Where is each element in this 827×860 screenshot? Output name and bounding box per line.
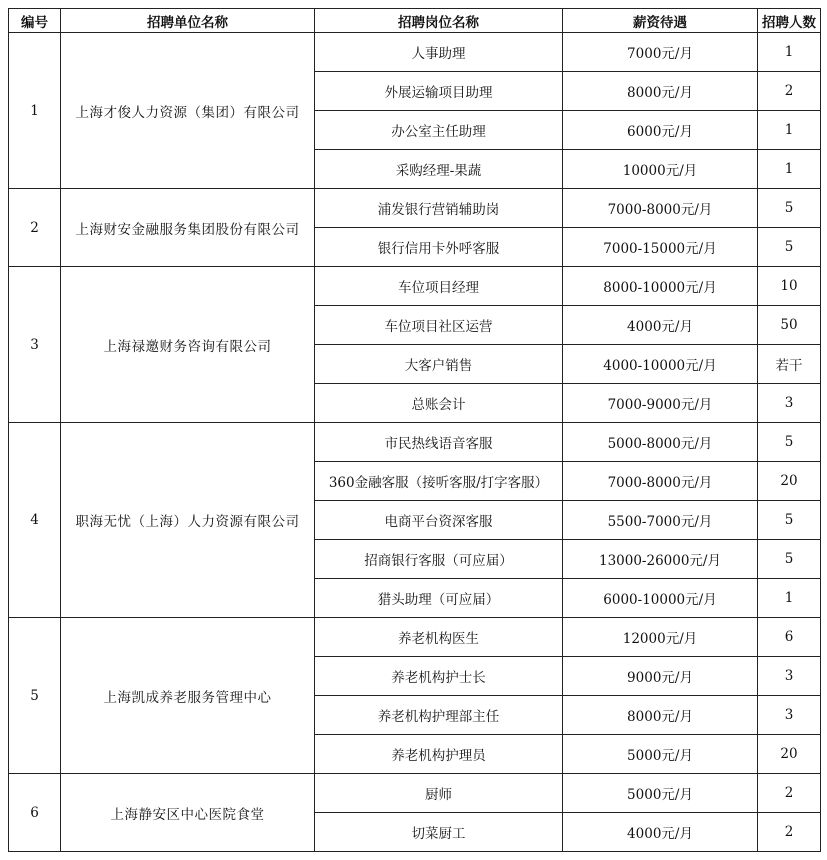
job-position: 总账会计 — [315, 384, 563, 423]
job-salary: 7000-8000元/月 — [563, 462, 758, 501]
table-row — [9, 618, 821, 657]
header-company: 招聘单位名称 — [61, 9, 315, 33]
company-number: 6 — [9, 774, 61, 852]
job-position: 车位项目经理 — [315, 267, 563, 306]
job-count: 3 — [758, 696, 821, 735]
job-salary: 4000元/月 — [563, 306, 758, 345]
header-count: 招聘人数 — [758, 9, 821, 33]
recruitment-table — [8, 8, 821, 852]
table-row — [9, 33, 821, 72]
header-salary: 薪资待遇 — [563, 9, 758, 33]
job-salary: 13000-26000元/月 — [563, 540, 758, 579]
job-count: 5 — [758, 423, 821, 462]
job-position: 外展运输项目助理 — [315, 72, 563, 111]
job-salary: 5000元/月 — [563, 774, 758, 813]
job-position: 银行信用卡外呼客服 — [315, 228, 563, 267]
job-salary: 4000元/月 — [563, 813, 758, 852]
job-count: 5 — [758, 501, 821, 540]
job-salary: 12000元/月 — [563, 618, 758, 657]
job-count: 10 — [758, 267, 821, 306]
job-position: 办公室主任助理 — [315, 111, 563, 150]
job-count: 20 — [758, 735, 821, 774]
company-name: 上海财安金融服务集团股份有限公司 — [61, 189, 315, 267]
job-salary: 9000元/月 — [563, 657, 758, 696]
job-salary: 6000元/月 — [563, 111, 758, 150]
job-salary: 10000元/月 — [563, 150, 758, 189]
company-name: 职海无忧（上海）人力资源有限公司 — [61, 423, 315, 618]
job-salary: 6000-10000元/月 — [563, 579, 758, 618]
job-salary: 8000元/月 — [563, 72, 758, 111]
company-number: 3 — [9, 267, 61, 423]
job-salary: 7000-9000元/月 — [563, 384, 758, 423]
job-count: 2 — [758, 813, 821, 852]
company-name: 上海才俊人力资源（集团）有限公司 — [61, 33, 315, 189]
company-name: 上海凯成养老服务管理中心 — [61, 618, 315, 774]
job-position: 采购经理-果蔬 — [315, 150, 563, 189]
job-count: 3 — [758, 384, 821, 423]
company-name: 上海静安区中心医院食堂 — [61, 774, 315, 852]
table-row — [9, 423, 821, 462]
job-count: 5 — [758, 189, 821, 228]
job-position: 招商银行客服（可应届） — [315, 540, 563, 579]
job-position: 360金融客服（接听客服/打字客服） — [315, 462, 563, 501]
job-position: 车位项目社区运营 — [315, 306, 563, 345]
job-count: 1 — [758, 579, 821, 618]
job-position: 养老机构护理员 — [315, 735, 563, 774]
table-row — [9, 189, 821, 228]
job-salary: 4000-10000元/月 — [563, 345, 758, 384]
job-position: 浦发银行营销辅助岗 — [315, 189, 563, 228]
job-count: 2 — [758, 72, 821, 111]
company-number: 1 — [9, 33, 61, 189]
job-position: 市民热线语音客服 — [315, 423, 563, 462]
job-position: 切菜厨工 — [315, 813, 563, 852]
table-row — [9, 774, 821, 813]
job-position: 养老机构医生 — [315, 618, 563, 657]
header-position: 招聘岗位名称 — [315, 9, 563, 33]
job-count: 50 — [758, 306, 821, 345]
job-count: 5 — [758, 540, 821, 579]
table-header-row — [9, 9, 821, 33]
job-count: 1 — [758, 33, 821, 72]
job-position: 厨师 — [315, 774, 563, 813]
job-salary: 5000元/月 — [563, 735, 758, 774]
job-position: 大客户销售 — [315, 345, 563, 384]
company-number: 4 — [9, 423, 61, 618]
job-salary: 7000元/月 — [563, 33, 758, 72]
job-position: 人事助理 — [315, 33, 563, 72]
job-count: 1 — [758, 111, 821, 150]
job-salary: 7000-8000元/月 — [563, 189, 758, 228]
job-count: 2 — [758, 774, 821, 813]
company-number: 5 — [9, 618, 61, 774]
job-count: 若干 — [758, 345, 821, 384]
job-count: 1 — [758, 150, 821, 189]
job-count: 3 — [758, 657, 821, 696]
job-count: 20 — [758, 462, 821, 501]
job-salary: 7000-15000元/月 — [563, 228, 758, 267]
company-number: 2 — [9, 189, 61, 267]
job-count: 5 — [758, 228, 821, 267]
job-position: 猎头助理（可应届） — [315, 579, 563, 618]
job-salary: 8000-10000元/月 — [563, 267, 758, 306]
job-position: 电商平台资深客服 — [315, 501, 563, 540]
job-salary: 5500-7000元/月 — [563, 501, 758, 540]
job-position: 养老机构护士长 — [315, 657, 563, 696]
company-name: 上海禄邀财务咨询有限公司 — [61, 267, 315, 423]
job-salary: 5000-8000元/月 — [563, 423, 758, 462]
header-no: 编号 — [9, 9, 61, 33]
table-row — [9, 267, 821, 306]
job-position: 养老机构护理部主任 — [315, 696, 563, 735]
job-salary: 8000元/月 — [563, 696, 758, 735]
job-count: 6 — [758, 618, 821, 657]
